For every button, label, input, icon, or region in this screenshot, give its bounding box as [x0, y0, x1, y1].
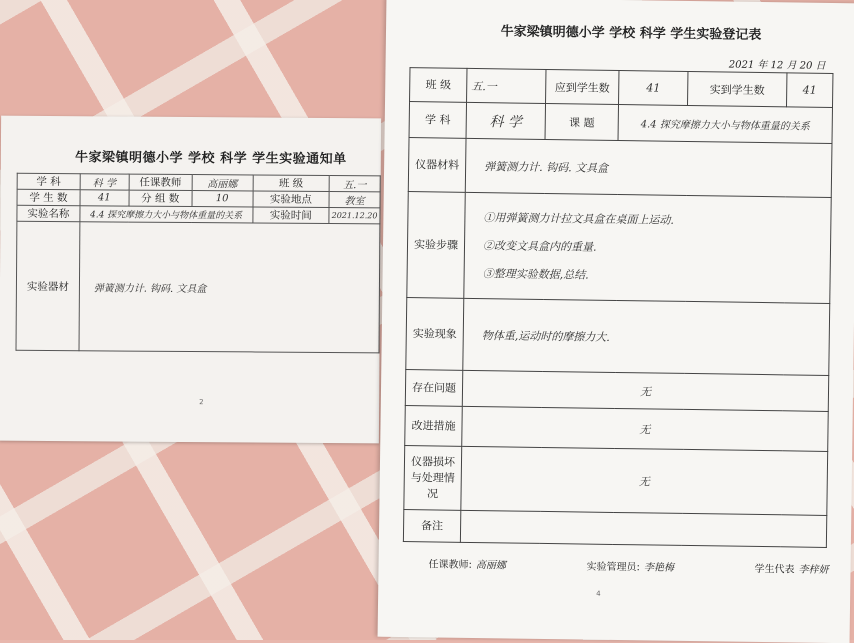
exp-time-value: 2021.12.20	[329, 207, 380, 223]
subject-label: 学 科	[409, 102, 466, 139]
materials-label: 仪器材料	[408, 138, 466, 193]
materials-value: 弹簧测力计. 钩码. 文具盒	[465, 138, 832, 197]
register-row-subject	[409, 102, 832, 144]
groups-label: 分 组 数	[129, 190, 192, 206]
exp-name-value: 4.4 探究摩擦力大小与物体重量的关系	[80, 206, 253, 223]
equipment-value: 弹簧测力计. 钩码. 文具盒	[79, 222, 380, 353]
actual-label: 实到学生数	[688, 71, 787, 106]
register-row-notes	[403, 510, 826, 548]
subject-label: 学 科	[17, 173, 80, 189]
register-row-issues	[405, 370, 828, 412]
expected-label: 应到学生数	[546, 69, 619, 104]
damage-value: 无	[461, 446, 828, 515]
equipment-label: 实验器材	[16, 221, 80, 350]
place-value: 教室	[329, 191, 380, 207]
subject-value: 科 学	[80, 174, 129, 190]
step-item: ①用弹簧测力计拉文具盒在桌面上运动.	[483, 210, 674, 227]
issues-label: 存在问题	[405, 370, 462, 407]
step-item: ②改变文具盒内的重量.	[482, 238, 597, 254]
experiment-register-sheet	[378, 0, 854, 643]
phenomenon-value: 物体重,运动时的摩擦力大.	[463, 298, 830, 375]
steps-list	[464, 192, 831, 303]
place-label: 实验地点	[253, 191, 330, 208]
actual-value: 41	[786, 73, 832, 108]
topic-label: 课 题	[545, 103, 618, 140]
register-row-steps	[407, 192, 831, 304]
admin-signature: 李艳梅	[643, 562, 674, 574]
register-footer	[428, 555, 828, 576]
register-page-number: 4	[596, 589, 601, 598]
damage-label: 仪器损坏与处理情况	[404, 446, 462, 511]
notes-label: 备注	[403, 510, 460, 543]
groups-value: 10	[192, 191, 253, 207]
notice-page-number: 2	[199, 398, 204, 407]
class-value: 五.一	[329, 175, 380, 191]
phenomenon-label: 实验现象	[406, 298, 464, 371]
register-table	[403, 67, 834, 548]
register-row-materials	[408, 138, 832, 198]
issues-value: 无	[462, 370, 828, 411]
admin-signature-block	[586, 558, 674, 574]
steps-label: 实验步骤	[407, 192, 465, 299]
register-date: 2021 年 12 月 20 日	[728, 59, 826, 72]
notice-table	[15, 173, 380, 354]
notice-row-equipment	[16, 221, 380, 353]
class-value: 五.一	[467, 68, 546, 103]
rep-signature: 李梓妍	[798, 564, 829, 576]
class-label: 班 级	[253, 175, 330, 192]
experiment-notice-sheet	[0, 116, 381, 444]
register-row-phenomenon	[406, 298, 830, 376]
rep-signature-block	[754, 560, 828, 576]
topic-value: 4.4 探究摩擦力大小与物体重量的关系	[618, 104, 832, 143]
improve-label: 改进措施	[405, 406, 463, 447]
improve-value: 无	[462, 406, 829, 451]
exp-time-label: 实验时间	[252, 207, 329, 224]
register-row-improve	[405, 406, 829, 452]
subject-value: 科 学	[466, 102, 545, 139]
teacher-signature-block	[428, 555, 506, 571]
notes-value	[460, 510, 826, 547]
register-row-damage	[404, 446, 828, 516]
teacher-label: 任课教师	[129, 174, 192, 190]
students-label: 学 生 数	[17, 189, 80, 205]
teacher-value: 高丽娜	[192, 175, 253, 191]
rep-sign-label: 学生代表	[754, 563, 795, 576]
step-item: ③整理实验数据,总结.	[482, 266, 589, 282]
teacher-signature: 高丽娜	[475, 560, 507, 572]
teacher-sign-label: 任课教师:	[428, 559, 473, 571]
exp-name-label: 实验名称	[17, 205, 80, 221]
admin-sign-label: 实验管理员:	[586, 561, 640, 574]
students-value: 41	[80, 190, 129, 206]
expected-value: 41	[619, 70, 688, 105]
register-title: 牛家梁镇明德小学 学校 科学 学生实验登记表	[500, 24, 762, 43]
class-label: 班 级	[410, 68, 467, 103]
notice-title: 牛家梁镇明德小学 学校 科学 学生实验通知单	[74, 150, 347, 168]
